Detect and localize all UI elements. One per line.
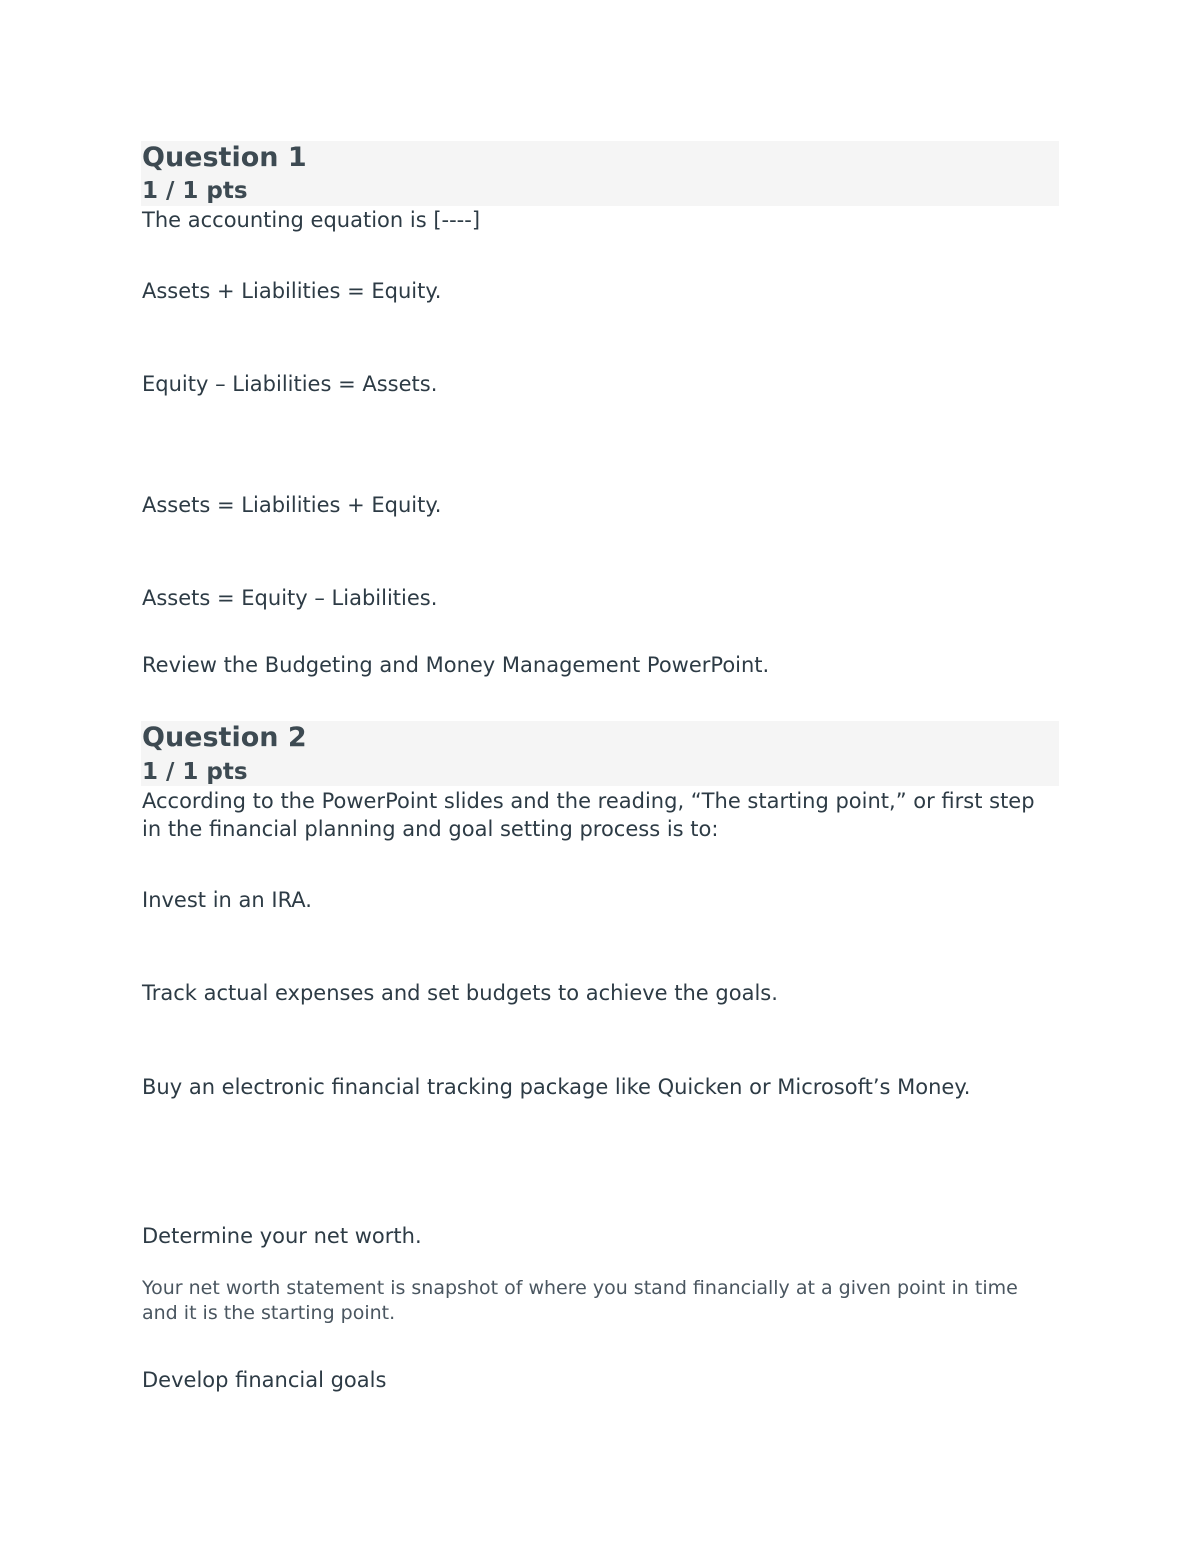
question-2-answer-2: Track actual expenses and set budgets to achieve the goals. xyxy=(142,981,778,1005)
question-1-answer-3: Assets = Liabilities + Equity. xyxy=(142,493,442,517)
question-2-feedback: Your net worth statement is snapshot of where you stand financially at a given point in time and it is the starting point. xyxy=(142,1277,1018,1324)
question-1-prompt: The accounting equation is [----] xyxy=(142,208,481,232)
question-1-answer-1: Assets + Liabilities = Equity. xyxy=(142,279,442,303)
question-1-title: Question 1 xyxy=(142,142,307,173)
question-2-prompt: According to the PowerPoint slides and the reading, “The starting point,” or first step in the financial planning and goal setting process is to: xyxy=(142,789,1035,841)
question-2-answer-4: Determine your net worth. xyxy=(142,1224,422,1248)
question-2-title: Question 2 xyxy=(142,722,307,753)
question-2-answer-3: Buy an electronic financial tracking package like Quicken or Microsoft’s Money. xyxy=(142,1075,971,1099)
question-1-feedback: Review the Budgeting and Money Management PowerPoint. xyxy=(142,653,770,677)
question-2-answer-1: Invest in an IRA. xyxy=(142,888,312,912)
question-2-answer-5: Develop financial goals xyxy=(142,1368,387,1392)
question-2-points: 1 / 1 pts xyxy=(142,759,248,785)
question-1-answer-2: Equity – Liabilities = Assets. xyxy=(142,372,438,396)
question-1-points: 1 / 1 pts xyxy=(142,178,248,204)
question-1-answer-4: Assets = Equity – Liabilities. xyxy=(142,586,438,610)
